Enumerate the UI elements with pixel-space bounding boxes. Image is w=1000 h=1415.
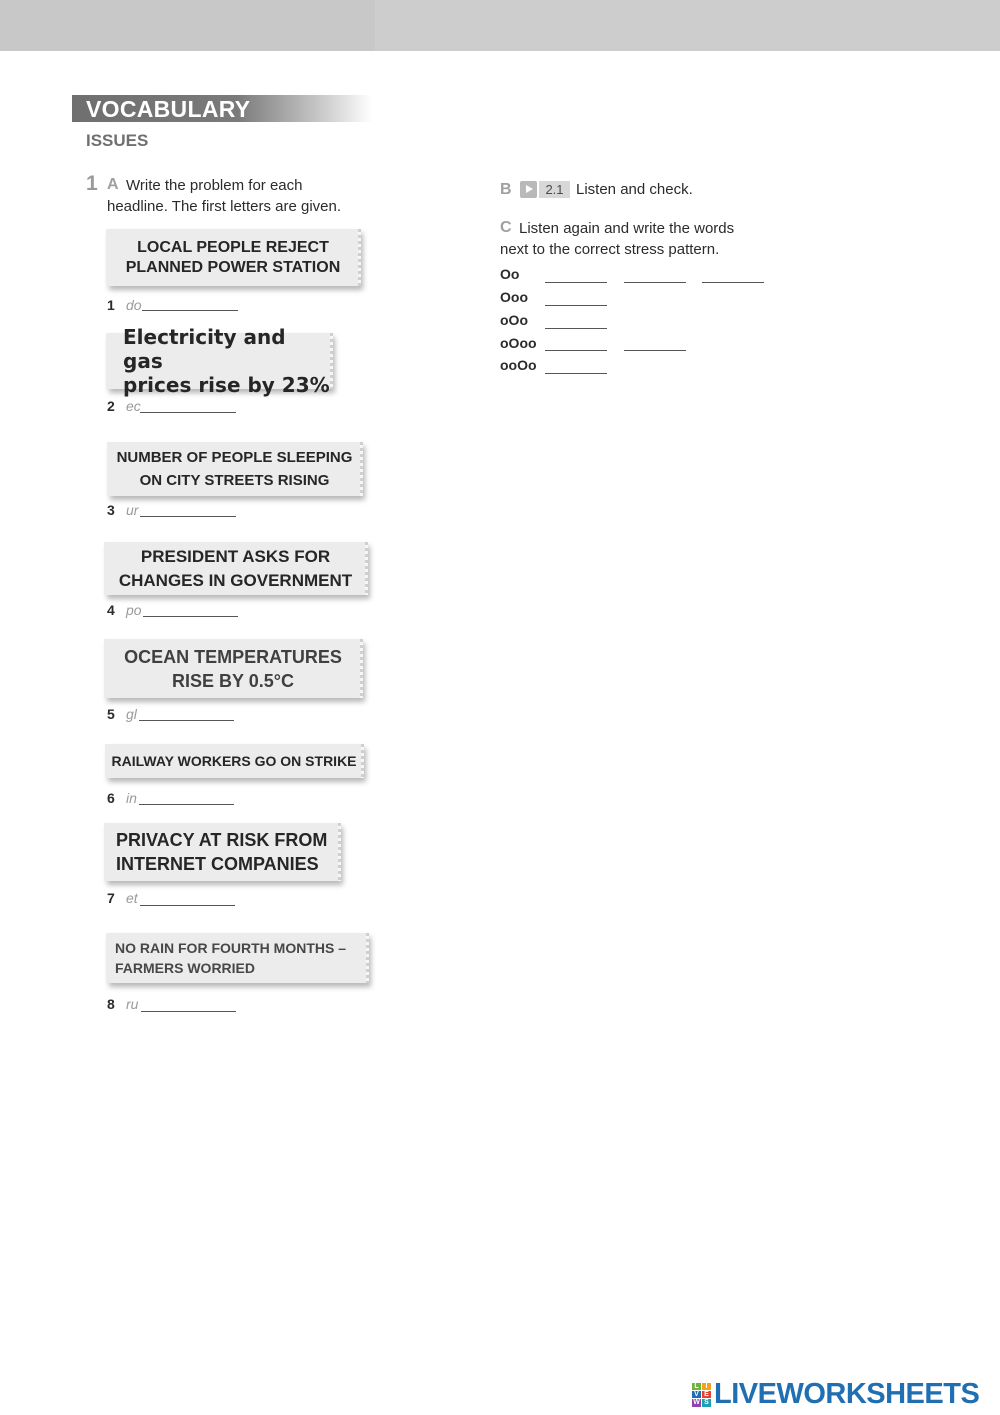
stress-ooo-field-1[interactable]	[545, 305, 607, 306]
headline-1-line2: PLANNED POWER STATION	[125, 258, 341, 276]
headline-clipping-4	[104, 542, 367, 595]
answer-2-number: 2	[107, 398, 115, 414]
headline-2-line1: Electricity and gas	[123, 325, 286, 373]
headline-8-line1: NO RAIN FOR FOURTH MONTHS –	[115, 940, 346, 956]
stress-oOoo-field-2[interactable]	[624, 350, 686, 351]
stress-oOo-field-1[interactable]	[545, 328, 607, 329]
headline-1-line1: LOCAL PEOPLE REJECT	[137, 238, 329, 256]
headline-clipping-1	[106, 229, 360, 286]
headline-3-line2: ON CITY STREETS RISING	[139, 472, 330, 489]
top-bar-segment	[375, 0, 1000, 51]
answer-5-hint: gl	[126, 706, 137, 722]
part-a-instruction-line2: headline. The first letters are given.	[107, 198, 342, 215]
headline-clipping-6	[105, 744, 363, 778]
headline-7-line1: PRIVACY AT RISK FROM	[116, 830, 328, 850]
stress-pattern-oOo: oOo	[500, 312, 528, 328]
headline-5-line2: RISE BY 0.5°C	[172, 670, 294, 691]
answer-8-field[interactable]	[141, 1011, 236, 1012]
answer-4-number: 4	[107, 602, 115, 618]
answer-4-field[interactable]	[143, 616, 238, 617]
answer-7-hint: et	[126, 890, 138, 906]
answer-6-field[interactable]	[139, 804, 234, 805]
answer-1-hint: do	[126, 297, 142, 313]
top-bar	[0, 0, 1000, 51]
play-icon[interactable]	[520, 181, 537, 198]
headline-3-line1: NUMBER OF PEOPLE SLEEPING	[116, 449, 353, 466]
headline-6-line1: RAILWAY WORKERS GO ON STRIKE	[111, 753, 357, 769]
answer-5-number: 5	[107, 706, 115, 722]
exercise-number: 1	[86, 172, 98, 195]
answer-2-field[interactable]	[140, 412, 236, 413]
audio-track-number: 2.1	[539, 181, 570, 198]
answer-8-number: 8	[107, 996, 115, 1012]
headline-8-line2: FARMERS WORRIED	[115, 960, 255, 976]
answer-2-hint: ec	[126, 398, 141, 414]
part-a-instruction-line1: Write the problem for each	[126, 177, 303, 194]
stress-oOoo-field-1[interactable]	[545, 350, 607, 351]
answer-4-hint: po	[126, 602, 142, 618]
stress-ooOo-field-1[interactable]	[545, 373, 607, 374]
answer-7-field[interactable]	[140, 905, 235, 906]
headline-4-line2: CHANGES IN GOVERNMENT	[118, 570, 353, 590]
answer-3-hint: ur	[126, 502, 139, 518]
headline-clipping-8	[106, 933, 368, 983]
answer-1-field[interactable]	[142, 310, 238, 311]
stress-pattern-oo: Oo	[500, 266, 520, 282]
headline-2-line2: prices rise by 23%	[123, 373, 330, 397]
subsection-title: ISSUES	[86, 131, 149, 150]
stress-oo-field-2[interactable]	[624, 282, 686, 283]
answer-3-number: 3	[107, 502, 115, 518]
part-b-letter: B	[500, 181, 512, 198]
headline-clipping-7	[104, 823, 340, 881]
part-a-letter: A	[107, 176, 119, 193]
headline-5-line1: OCEAN TEMPERATURES	[124, 646, 342, 667]
headline-clipping-3	[107, 442, 362, 496]
part-b-instruction: Listen and check.	[576, 181, 693, 198]
answer-1-number: 1	[107, 297, 115, 313]
part-c-instruction-line2: next to the correct stress pattern.	[500, 241, 720, 258]
stress-pattern-ooOo: ooOo	[500, 357, 537, 373]
answer-6-hint: in	[126, 790, 137, 806]
headline-4-line1: PRESIDENT ASKS FOR	[140, 546, 331, 566]
stress-oo-field-3[interactable]	[702, 282, 764, 283]
part-c-instruction-line1: Listen again and write the words	[519, 220, 735, 237]
answer-7-number: 7	[107, 890, 115, 906]
answer-8-hint: ru	[126, 996, 139, 1012]
headline-clipping-5	[104, 639, 362, 698]
stress-oo-field-1[interactable]	[545, 282, 607, 283]
logo-text: LIVEWORKSHEETS	[714, 1378, 980, 1410]
stress-pattern-oOoo: oOoo	[500, 335, 537, 351]
headline-clipping-2	[106, 325, 332, 397]
liveworksheets-logo	[692, 1378, 979, 1411]
stress-pattern-ooo: Ooo	[500, 289, 528, 305]
logo-icon: L I V E W S	[692, 1383, 711, 1407]
headline-7-line2: INTERNET COMPANIES	[116, 854, 319, 874]
section-title: VOCABULARY	[86, 96, 251, 122]
answer-5-field[interactable]	[139, 720, 234, 721]
answer-6-number: 6	[107, 790, 115, 806]
part-c-letter: C	[500, 219, 512, 236]
answer-3-field[interactable]	[140, 516, 236, 517]
